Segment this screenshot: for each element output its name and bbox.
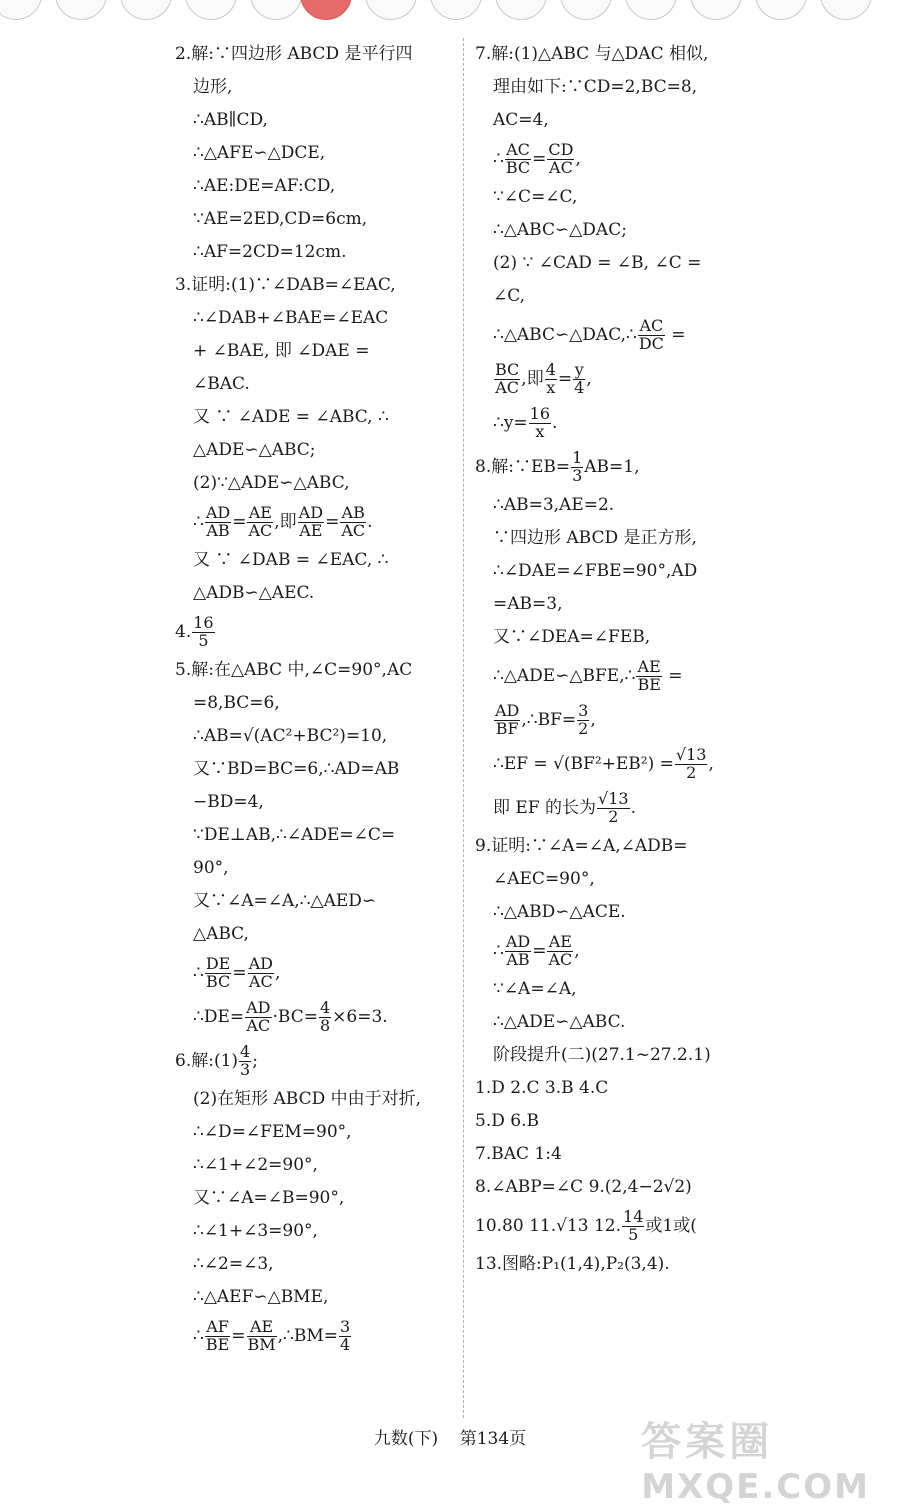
denominator: BF: [495, 719, 519, 738]
text: ×6=3.: [332, 1007, 388, 1027]
text: .: [367, 512, 373, 532]
text: ,: [586, 369, 592, 389]
denominator: BM: [247, 1335, 276, 1354]
answer-line: ∴AB=3,AE=2.: [493, 495, 615, 515]
denominator: x: [535, 422, 545, 441]
answer-line: ∴∠1+∠3=90°,: [193, 1221, 318, 1241]
numerator: CD: [548, 140, 574, 160]
section-title: 阶段提升(二)(27.1~27.2.1): [493, 1045, 711, 1065]
answer-line: (2)在矩形 ABCD 中由于对折,: [193, 1089, 422, 1109]
fraction-line: [475, 401, 760, 445]
answer-line: ∴∠D=∠FEM=90°,: [193, 1122, 352, 1142]
answer-line: 3.证明:(1)∵∠DAB=∠EAC,: [175, 275, 396, 295]
fraction-line: [475, 786, 760, 830]
text: ∴y=: [493, 413, 528, 433]
fraction: [636, 659, 661, 694]
denominator: BC: [205, 972, 231, 991]
numerator: AD: [205, 503, 231, 523]
text: ∴: [193, 963, 204, 983]
top-decoration: [0, 0, 900, 22]
text: ;: [252, 1051, 258, 1071]
fraction: [248, 956, 274, 991]
decor-circle-red: [300, 0, 352, 20]
fraction: [245, 1000, 271, 1035]
answer-q2: [175, 38, 460, 269]
denominator: AC: [341, 521, 366, 540]
answer-line: ∴AF=2CD=12cm.: [193, 242, 347, 262]
answer-line: ∴∠2=∠3,: [193, 1254, 274, 1274]
denominator: 2: [578, 719, 589, 738]
numerator: 3: [340, 1317, 351, 1337]
answer-line: ∵∠A=∠A,: [493, 979, 577, 999]
answer-line: + ∠BAE, 即 ∠DAE =: [193, 341, 370, 361]
fraction: [597, 791, 630, 826]
answer-q7: [475, 38, 760, 445]
fraction-line: ∴ $\frac{AC}{BC}$ = $\frac{CD}{AC}$ ,: [493, 140, 581, 177]
answer-line: 7.BAC 1:4: [475, 1144, 562, 1164]
numerator: AD: [298, 503, 324, 523]
text: ∴: [193, 512, 204, 532]
numerator: 14: [623, 1207, 644, 1227]
fraction: [205, 956, 232, 991]
numerator: AD: [246, 998, 271, 1018]
answer-line: 1.D 2.C 3.B 4.C: [475, 1078, 609, 1098]
answer-line: 理由如下:∵CD=2,BC=8,: [493, 77, 698, 97]
fraction-line: ∴ $\frac{AD}{AB}$ = $\frac{AE}{AC}$ ,即 $\frac{AD}{AE}$ = $\frac{AB}{AC}$ .: [193, 503, 373, 540]
answer-line: AC=4,: [493, 110, 549, 130]
decor-circle: [820, 0, 872, 20]
fraction: [505, 934, 531, 969]
numerator: AD: [505, 932, 531, 952]
decor-circle: [430, 0, 482, 20]
answer-line: =AB=3,: [493, 594, 563, 614]
answer-line: (2) ∵ ∠CAD = ∠B, ∠C =: [493, 253, 702, 273]
numerator: 4: [545, 360, 556, 380]
text: .: [630, 798, 636, 818]
answer-line: ∴△ABC∽△DAC;: [493, 220, 627, 240]
fraction: [529, 406, 551, 441]
numerator: AE: [548, 932, 572, 952]
answer-q4: [175, 610, 460, 654]
numerator: y: [574, 360, 584, 380]
text: 即 EF 的长为: [493, 798, 597, 818]
text: ,∴BM=: [277, 1326, 339, 1346]
fraction: [545, 362, 557, 397]
text: 或1或(: [645, 1216, 697, 1236]
left-column: [175, 38, 460, 1358]
text: ∴△ABC∽△DAC,∴: [493, 325, 637, 345]
fraction: [547, 934, 573, 969]
watermark-line: 答案圈: [641, 1419, 774, 1465]
answer-line: 又 ∵ ∠DAB = ∠EAC, ∴: [193, 550, 389, 570]
fraction-line: ∴ $\frac{AF}{BE}$ = $\frac{AE}{BM}$ ,∴BM= $\frac{3}{4}$: [193, 1317, 351, 1354]
text: ,: [590, 710, 596, 730]
denominator: BC: [505, 158, 531, 177]
fraction: [577, 703, 589, 738]
decor-circle: [365, 0, 417, 20]
text: 4.: [175, 622, 192, 642]
text: AB=1,: [584, 457, 640, 477]
column-divider: [463, 38, 464, 1418]
answer-line: ∴△ADE∽△ABC.: [493, 1012, 626, 1032]
denominator: 2: [608, 807, 619, 826]
stage-section: [475, 1039, 760, 1281]
answer-line: ∴△ABD∽△ACE.: [493, 902, 626, 922]
decor-circle: [185, 0, 237, 20]
page-number: 第134页: [459, 1429, 527, 1449]
denominator: AC: [248, 972, 273, 991]
text: ·BC=: [272, 1007, 318, 1027]
watermark-logo: [641, 1410, 870, 1507]
text: ,: [575, 149, 581, 169]
denominator: BE: [205, 1335, 230, 1354]
denominator: AC: [549, 158, 573, 177]
fraction: [205, 1319, 230, 1354]
answer-q5: [175, 654, 460, 1039]
numerator: 1: [572, 448, 583, 468]
answer-line: 又∵∠A=∠A,∴△AED∽: [193, 891, 377, 911]
text: ∴DE=: [193, 1007, 245, 1027]
answer-q6: [175, 1039, 460, 1358]
numerator: AE: [637, 657, 661, 677]
decor-circle: [625, 0, 677, 20]
denominator: AC: [495, 378, 520, 397]
numerator: DE: [205, 954, 231, 974]
text: =: [665, 325, 686, 345]
text: ,∴BF=: [521, 710, 577, 730]
watermark-line: MXQE.COM: [641, 1467, 870, 1507]
answer-line: ∴AB∥CD,: [193, 110, 268, 130]
answer-line: ∵DE⊥AB,∴∠ADE=∠C=: [193, 825, 396, 845]
fraction: [239, 1044, 251, 1079]
fraction-line: [475, 313, 760, 357]
decor-circle: [495, 0, 547, 20]
book-label: 九数(下): [373, 1429, 439, 1449]
numerator: 3: [578, 701, 589, 721]
denominator: DC: [638, 334, 664, 353]
answer-line: (2)∵△ADE∽△ABC,: [193, 473, 350, 493]
text: 6.解:(1): [175, 1051, 239, 1071]
fraction: [494, 703, 520, 738]
fraction: [247, 1319, 277, 1354]
numerator: 4: [319, 998, 331, 1018]
answer-line: ∴AB=√(AC²+BC²)=10,: [193, 726, 388, 746]
answer-line: ∴∠DAE=∠FBE=90°,AD: [493, 561, 698, 581]
numerator: 4: [240, 1042, 251, 1062]
fraction-line: [475, 1204, 760, 1248]
text: ∴: [193, 1326, 204, 1346]
denominator: 3: [240, 1060, 251, 1079]
text: =: [662, 666, 683, 686]
decor-circle: [755, 0, 807, 20]
fraction: [319, 1000, 331, 1035]
answer-line: △ADB∽△AEC.: [193, 583, 315, 603]
numerator: AE: [248, 503, 272, 523]
answer-line: 又∵∠DEA=∠FEB,: [493, 627, 651, 647]
denominator: AC: [246, 1016, 271, 1035]
numerator: AB: [341, 503, 365, 523]
denominator: 4: [574, 378, 585, 397]
fraction-line: [475, 445, 760, 489]
denominator: 5: [198, 631, 209, 650]
text: .: [552, 413, 558, 433]
denominator: 5: [628, 1225, 639, 1244]
answer-line: −BD=4,: [193, 792, 264, 812]
answer-line: ∴∠1+∠2=90°,: [193, 1155, 318, 1175]
fraction: [205, 505, 231, 540]
fraction: [339, 1319, 351, 1354]
answer-line: 90°,: [193, 858, 229, 878]
text: ∴EF = √(BF²+EB²) =: [493, 754, 674, 774]
answer-line: ∠AEC=90°,: [493, 869, 595, 889]
answer-line: 13.图略:P₁(1,4),P₂(3,4).: [475, 1254, 670, 1274]
answer-line: 8.∠ABP=∠C 9.(2,4−2√2): [475, 1177, 692, 1197]
fraction-line: [475, 742, 760, 786]
numerator: BC: [495, 360, 520, 380]
right-column: [475, 38, 760, 1281]
denominator: 8: [319, 1016, 331, 1035]
fraction: [571, 450, 583, 485]
answer-line: 2.解:∵四边形 ABCD 是平行四: [175, 44, 413, 64]
decor-circle: [0, 0, 42, 20]
answer-line: ∵AE=2ED,CD=6cm,: [193, 209, 368, 229]
text: ∴: [493, 941, 504, 961]
answer-line: △ADE∽△ABC;: [193, 440, 316, 460]
fraction: [622, 1209, 644, 1244]
answer-line: ∴△AFE∽△DCE,: [193, 143, 326, 163]
fraction: [192, 615, 214, 650]
answer-q9: [475, 830, 760, 1039]
answer-line: ∴△AEF∽△BME,: [193, 1287, 329, 1307]
fraction-line: [175, 1039, 460, 1083]
fraction: [340, 505, 366, 540]
numerator: AC: [506, 140, 530, 160]
answer-line: 又∵BD=BC=6,∴AD=AB: [193, 759, 400, 779]
fraction-line: [475, 698, 760, 742]
decor-circle: [560, 0, 612, 20]
fraction: [247, 505, 273, 540]
answer-line: 5.D 6.B: [475, 1111, 539, 1131]
denominator: BE: [637, 675, 661, 694]
text: ,: [574, 941, 580, 961]
numerator: AF: [206, 1317, 229, 1337]
answer-line: △ABC,: [193, 924, 249, 944]
text: ∴△ADE∽△BFE,∴: [493, 666, 636, 686]
fraction-line: [175, 995, 460, 1039]
text: ,即: [274, 512, 297, 532]
answer-line: 7.解:(1)△ABC 与△DAC 相似,: [475, 44, 709, 64]
fraction-line: ∴ $\frac{AD}{AB}$ = $\frac{AE}{AC}$ ,: [493, 932, 580, 969]
text: ,: [708, 754, 714, 774]
answer-line: 又 ∵ ∠ADE = ∠ABC, ∴: [193, 407, 389, 427]
denominator: AB: [206, 521, 230, 540]
fraction: [675, 747, 708, 782]
answer-line: ∠C,: [493, 286, 526, 306]
answer-line: 又∵∠A=∠B=90°,: [193, 1188, 345, 1208]
text: ,: [274, 963, 281, 983]
answer-line: 5.解:在△ABC 中,∠C=90°,AC: [175, 660, 413, 680]
decor-circle: [690, 0, 742, 20]
numerator: √13: [675, 745, 707, 765]
numerator: AD: [248, 954, 273, 974]
fraction: [298, 505, 324, 540]
fraction-line: ∴ $\frac{DE}{BC}$ = $\frac{AD}{AC}$ ,: [193, 954, 281, 991]
numerator: AC: [639, 316, 664, 336]
denominator: 3: [572, 466, 583, 485]
denominator: 4: [340, 1335, 351, 1354]
fraction: [547, 142, 574, 177]
decor-circle: [55, 0, 107, 20]
denominator: AC: [548, 950, 573, 969]
denominator: AC: [248, 521, 273, 540]
text: 10.80 11.√13 12.: [475, 1216, 622, 1236]
fraction: [494, 362, 520, 397]
answer-line: ∵四边形 ABCD 是正方形,: [493, 528, 697, 548]
denominator: 2: [686, 763, 697, 782]
answer-line: 边形,: [193, 77, 233, 97]
numerator: 16: [193, 613, 214, 633]
fraction: [638, 318, 665, 353]
numerator: AD: [495, 701, 520, 721]
denominator: x: [546, 378, 556, 397]
fraction: [505, 142, 531, 177]
decor-circle: [250, 0, 302, 20]
answer-line: ∵∠C=∠C,: [493, 187, 578, 207]
answer-q8: [475, 445, 760, 830]
text: 8.解:∵EB=: [475, 457, 571, 477]
answer-line: ∠BAC.: [193, 374, 250, 394]
text: ,即: [521, 369, 544, 389]
decor-circle: [120, 0, 172, 20]
answer-line: =8,BC=6,: [193, 693, 280, 713]
answer-line: ∴∠DAB+∠BAE=∠EAC: [193, 308, 389, 328]
answer-line: 9.证明:∵∠A=∠A,∠ADB=: [475, 836, 688, 856]
answer-line: ∴AE:DE=AF:CD,: [193, 176, 336, 196]
numerator: AE: [247, 1319, 277, 1337]
fraction-line: $\frac{BC}{AC}$ ,即 $\frac{4}{x}$ = $\frac{y}{4}$ ,: [495, 360, 592, 397]
answer-q3: [175, 269, 460, 610]
numerator: √13: [598, 789, 629, 809]
text: ∴: [493, 149, 504, 169]
numerator: 16: [529, 404, 551, 424]
denominator: AB: [506, 950, 530, 969]
fraction-line: [475, 654, 760, 698]
denominator: AE: [299, 521, 323, 540]
fraction: [573, 362, 585, 397]
